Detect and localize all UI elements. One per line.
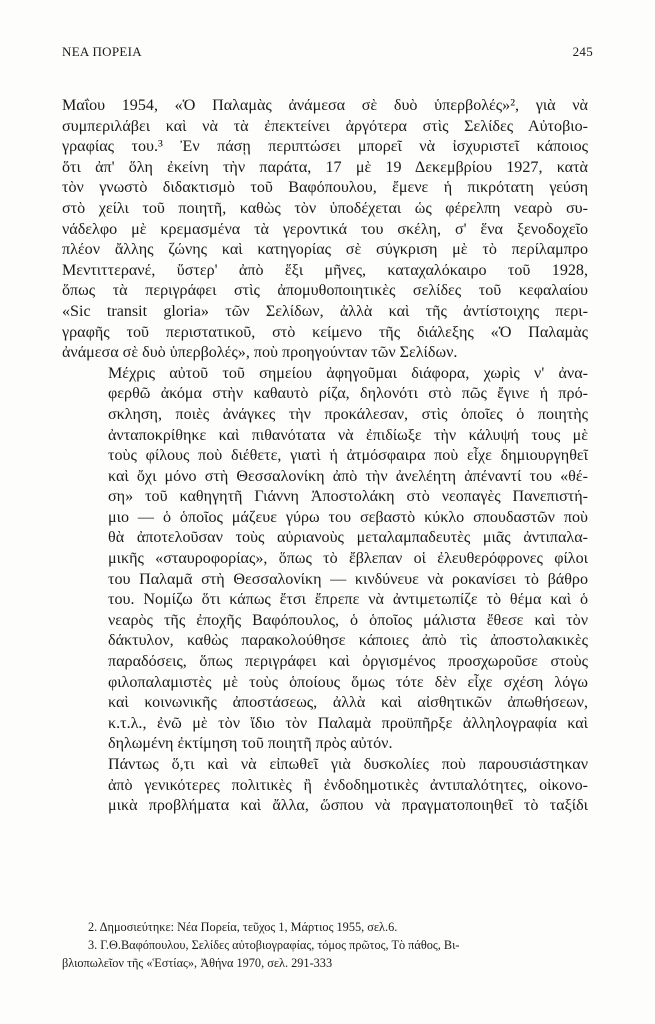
text-line: ὅτι ἀπ' ὅλη ἐκείνη τὴν παράτα, 17 μὲ 19 Δεκεμβρίου 1927, κατὰ (62, 158, 588, 176)
text-line: «Sic transit gloria» τῶν Σελίδων, ἀλλὰ καὶ τῆς ἀντίστοιχης περι- (62, 302, 588, 320)
body-text (62, 96, 588, 817)
text-line: θὰ ἀποτελοῦσαν τοὺς αὐριανοὺς μεταλαμπαδευτὲς μιᾶς ἀντιπαλα- (108, 529, 588, 547)
text-line: δάκτυλον, καθὼς παρακολούθησε κάποιες ἀπὸ τὶς ἀποστολακικὲς (108, 632, 588, 650)
text-line: καὶ κοινωνικῆς ἀποστάσεως, ἀλλὰ καὶ αἰσθητικῶν ἀπωθήσεων, (108, 694, 588, 712)
text-line: συμπεριλάβει καὶ νὰ τὰ ἐπεκτείνει ἀργότερα στὶς Σελίδες Αὐτοβιο- (62, 117, 588, 135)
text-line: γραφῆς τοῦ περιστατικοῦ, στὸ κείμενο τῆς διάλεξης «Ὁ Παλαμὰς (62, 323, 588, 341)
footnotes (62, 918, 588, 972)
text-line: Πάντως ὅ,τι καὶ νὰ εἰπωθεῖ γιὰ δυσκολίες ποὺ παρουσιάστηκαν (108, 756, 588, 773)
text-line: του Παλαμᾶ στὴ Θεσσαλονίκη — κινδύνευε νὰ ροκανίσει τὸ βάθρο (108, 570, 588, 588)
text-line: σκληση, ποιὲς ἀνάγκες τὴν προκάλεσαν, στὶς ὁποῖες ὁ ποιητὴς (108, 405, 588, 423)
text-line: ὅπως τὰ περιγράφει στὶς ἀπομυθοποιητικὲς σελίδες τοῦ κεφαλαίου (62, 282, 588, 300)
journal-title: ΝΕΑ ΠΟΡΕΙΑ (62, 44, 142, 59)
page-number: 245 (572, 44, 593, 59)
running-head (62, 44, 593, 60)
text-line: νεαρὸς τῆς ἐποχῆς Βαφόπουλος, ὁ ὁποῖος μάλιστα ἔθεσε καὶ τὸν (108, 611, 588, 629)
paragraph-2 (62, 364, 588, 755)
text-line: ση» τοῦ καθηγητῆ Γιάννη Ἀποστολάκη στὸ νεοπαγὲς Πανεπιστή- (108, 488, 588, 506)
text-line: Μεντιττερανέ, ὕστερ' ἀπὸ ἕξι μῆνες, καταχαλόκαιρο τοῦ 1928, (62, 261, 588, 279)
text-line: καὶ ὄχι μόνο στὴ Θεσσαλονίκη ἀπὸ τὴν ἀνελέητη ἀπέναντί του «θέ- (108, 467, 588, 485)
text-line: παραδόσεις, ὅπως περιγράφει καὶ ὀργισμένος προσχωροῦσε στοὺς (108, 653, 588, 671)
footnote-2: 2. Δημοσιεύτηκε: Νέα Πορεία, τεῦχος 1, Μάρτιος 1955, σελ.6. (88, 920, 398, 934)
text-line: μιο — ὁ ὁποῖος μάζευε γύρω του σεβαστὸ κύκλο σπουδαστῶν ποὺ (108, 508, 588, 526)
paragraph-1 (62, 96, 588, 364)
text-line: στὸ χείλι τοῦ ποιητῆ, καθὼς τὸν ὑποδέχεται ὡς φέρελπη νεαρὸ συ- (62, 199, 588, 217)
text-line: μικὰ προβλήματα καὶ ἄλλα, ὥσπου νὰ πραγματοποιηθεῖ τὸ ταξίδι (108, 797, 588, 815)
text-line: νάδελφο μὲ κρεμασμένα τὰ γεροντικά του σκέλη, σ' ἕνα ξενοδοχεῖο (62, 220, 588, 238)
text-line: κ.τ.λ., ἐνῶ μὲ τὸν ἴδιο τὸν Παλαμὰ προϋπῆρξε ἀλληλογραφία καὶ (108, 714, 588, 732)
text-line: μικῆς «σταυροφορίας», ὅπως τὸ ἔβλεπαν οἱ ἐλευθερόφρονες φίλοι (108, 550, 588, 568)
text-line: ἀνάμεσα σὲ δυὸ ὑπερβολές», ποὺ προηγούνταν τῶν Σελίδων. (62, 344, 458, 362)
text-line: πλέον ἄλλης ζώνης καὶ κατηγορίας σὲ σύγκριση μὲ τὸ περίλαμπρο (62, 241, 588, 259)
text-line: φερθῶ ἀκόμα στὴν καθαυτὸ ρίζα, δηλονότι στὸ πῶς ἔγινε ἡ πρό- (108, 385, 588, 403)
text-line: Μαΐου 1954, «Ὁ Παλαμὰς ἀνάμεσα σὲ δυὸ ὑπερβολές»², γιὰ νὰ (62, 97, 588, 114)
text-line: Μέχρις αὐτοῦ τοῦ σημείου ἀφηγοῦμαι διάφορα, χωρὶς ν' ἀνα- (108, 364, 588, 382)
footnote-3: 3. Γ.Θ.Βαφόπουλου, Σελίδες αὐτοβιογραφίας, τόμος πρῶτος, Τὸ πάθος, Βι- (88, 938, 460, 952)
text-line: ἀπὸ γενικότερες πολιτικὲς ἢ ἐνδοδημοτικὲς ἀντιπαλότητες, οἰκονο- (108, 776, 588, 794)
text-line: τοὺς φίλους ποὺ διέθετε, γιατὶ ἡ ἀτμόσφαιρα ποὺ εἶχε δημιουργηθεῖ (108, 447, 588, 465)
paragraph-3 (62, 755, 588, 817)
text-line: ἀνταποκρίθηκε καὶ πιθανότατα νὰ ἐπιδίωξε τὴν κάλυψή τους μὲ (108, 426, 588, 444)
text-line: γραφίας του.³ Ἐν πάσῃ περιπτώσει μπορεῖ νὰ ἰσχυριστεῖ κάποιος (62, 138, 588, 156)
text-line: δηλωμένη ἐκτίμηση τοῦ ποιητῆ πρὸς αὐτόν. (108, 735, 393, 753)
text-line: τὸν γνωστὸ διδακτισμὸ τοῦ Βαφόπουλου, ἔμενε ἡ πικρότατη γεύση (62, 179, 588, 197)
footnote-3-continued: βλιοπωλεῖον τῆς «Ἑστίας», Ἀθήνα 1970, σελ. 291-333 (62, 956, 333, 970)
text-line: φιλοπαλαμιστὲς μὲ τοὺς ὁποίους ὅμως τότε δὲν εἶχε σχέση λόγω (108, 673, 588, 691)
text-line: του. Νομίζω ὅτι κάπως ἔτσι ἔπρεπε νὰ ἀντιμετωπίζε τὸ θέμα καὶ ὁ (108, 591, 588, 609)
